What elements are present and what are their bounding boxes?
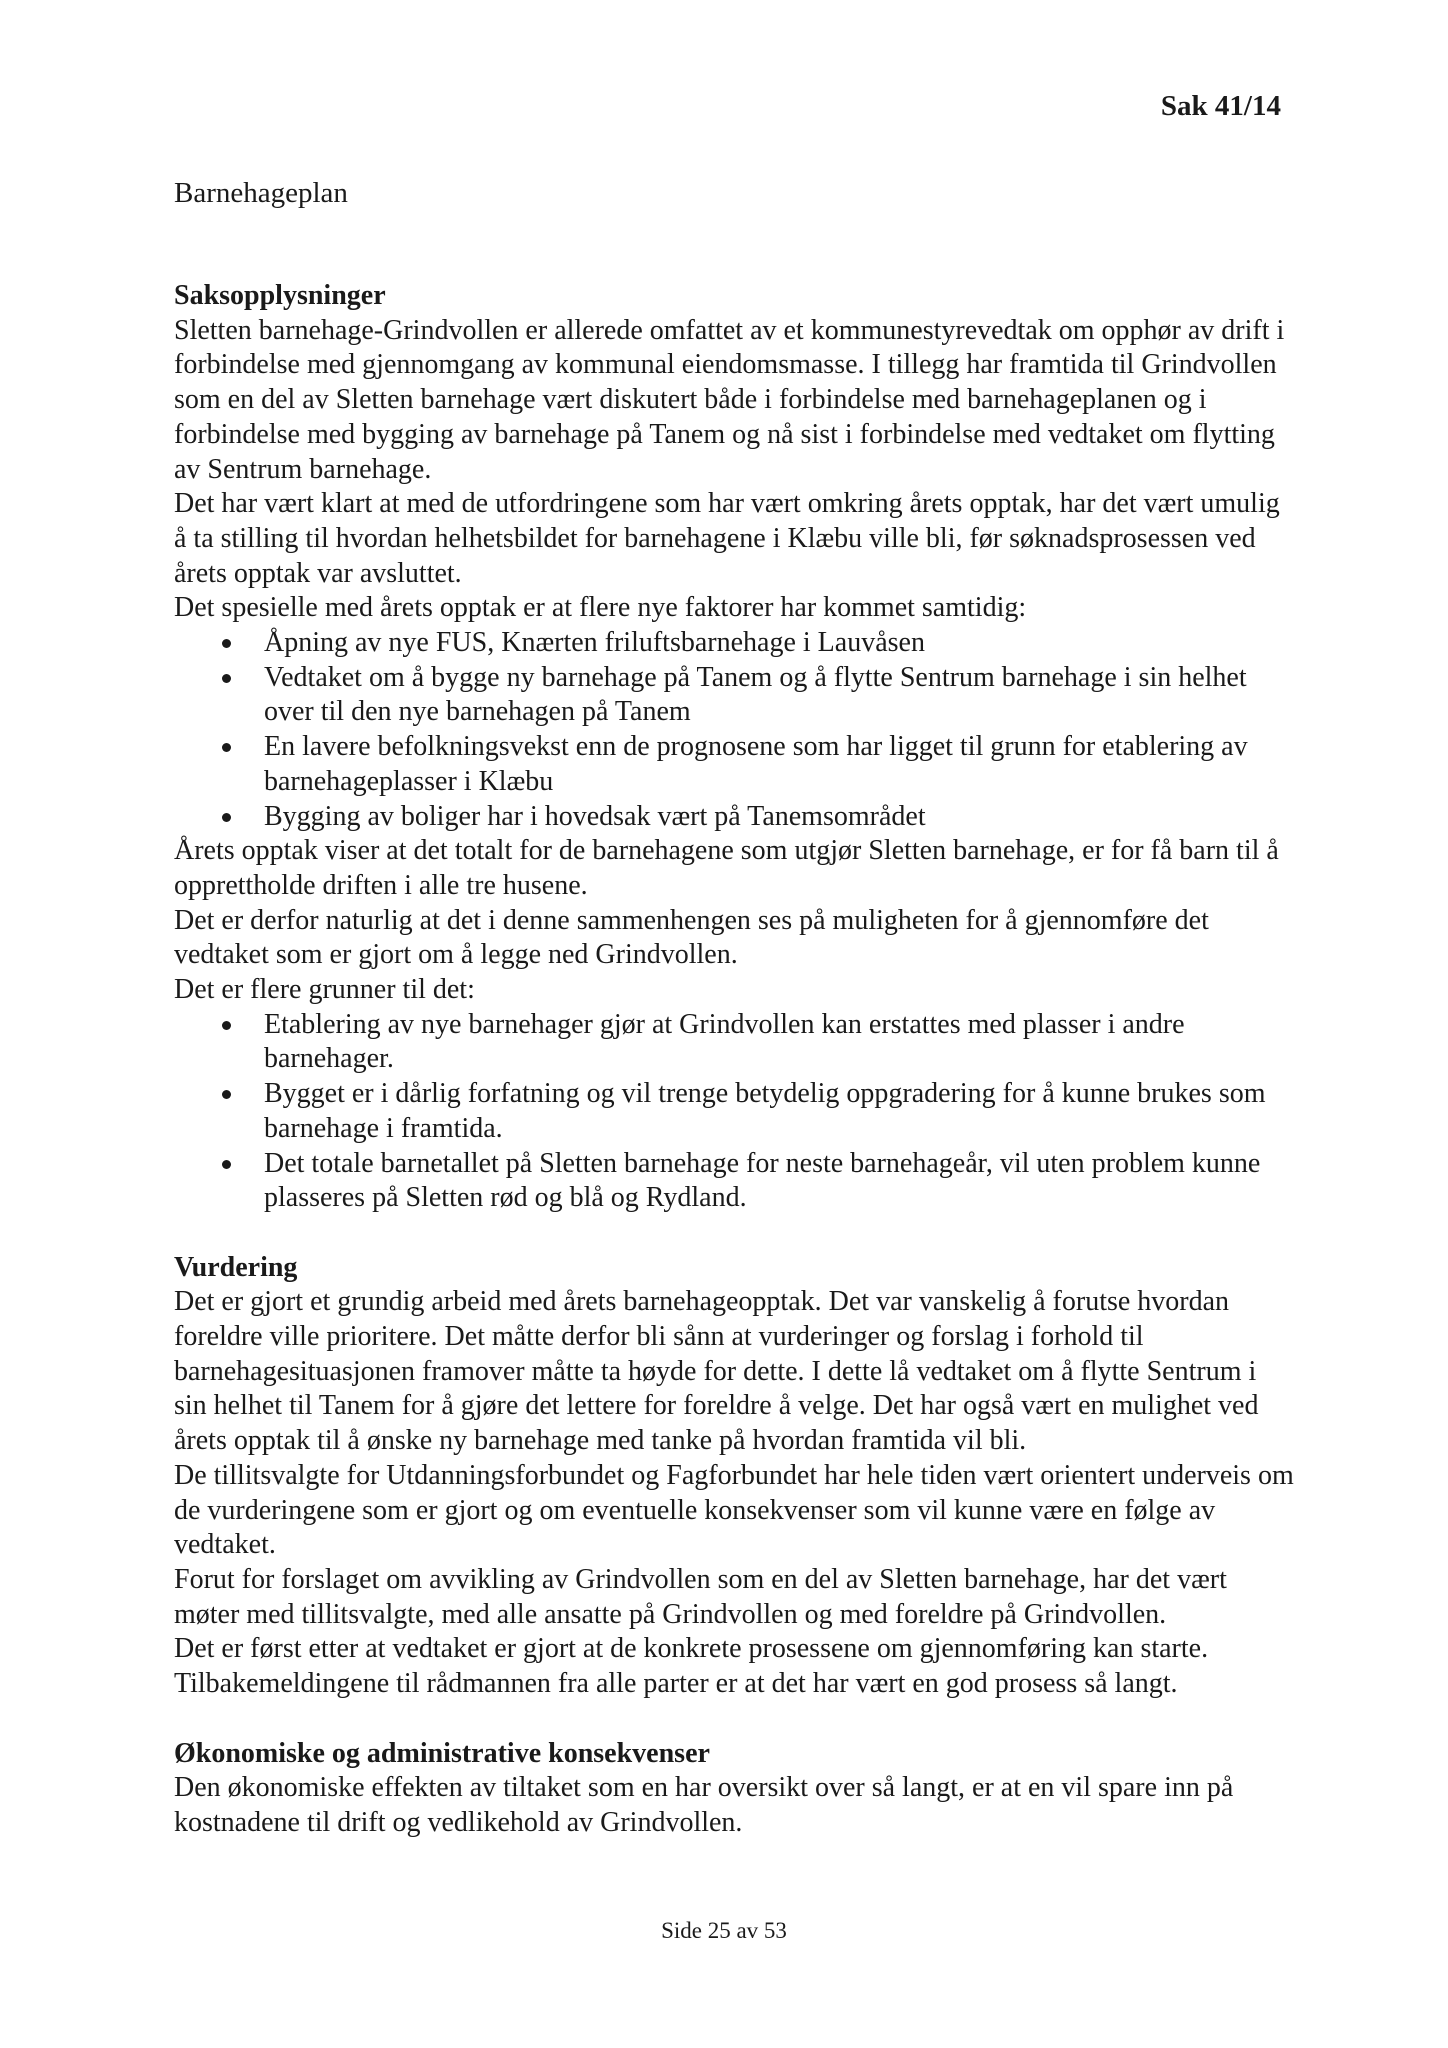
paragraph: Den økonomiske effekten av tiltaket som en har oversikt over så langt, er at en vil spare inn på kostnadene til drift og vedlikehold av Grindvollen.	[174, 1772, 1234, 1838]
paragraph: Det spesielle med årets opptak er at flere nye faktorer har kommet samtidig:	[174, 592, 1027, 624]
page-number: Side 25 av 53	[661, 1918, 787, 1943]
section-spacer	[174, 1702, 1294, 1737]
list-item	[174, 661, 1294, 730]
bullet-icon	[222, 1160, 231, 1169]
list-item-text: Bygging av boliger har i hovedsak vært på Tanemsområdet	[264, 800, 926, 832]
bullet-icon	[222, 639, 231, 648]
paragraph: Tilbakemeldingene til rådmannen fra alle parter er at det har vært en god prosess så langt.	[174, 1668, 1178, 1700]
bullet-icon	[222, 1090, 231, 1099]
section-saksopplysninger	[174, 279, 1294, 1216]
paragraph: Det er flere grunner til det:	[174, 974, 475, 1006]
paragraph: De tillitsvalgte for Utdanningsforbundet og Fagforbundet har hele tiden vært orientert underveis om de vurderingene som er gjort og om eventuelle konsekvenser som vil kunne være en følge av vedtaket.	[174, 1459, 1294, 1561]
document-body	[174, 279, 1294, 1841]
paragraph: Det er derfor naturlig at det i denne sammenhengen ses på muligheten for å gjennomføre det vedtaket som er gjort om å legge ned Grindvollen.	[174, 904, 1209, 971]
section-okonomi	[174, 1737, 1294, 1841]
paragraph: Årets opptak viser at det totalt for de barnehagene som utgjør Sletten barnehage, er for få barn til å opprettholde driften i alle tre husene.	[174, 835, 1279, 901]
list-item	[174, 626, 1294, 661]
case-number: Sak 41/14	[1160, 90, 1281, 122]
bullet-list	[174, 1008, 1294, 1216]
list-item	[174, 1147, 1294, 1216]
list-item-text: Bygget er i dårlig forfatning og vil trenge betydelig oppgradering for å kunne brukes som barnehage i framtida.	[264, 1078, 1266, 1144]
list-item-text: Åpning av nye FUS, Knærten friluftsbarnehage i Lauvåsen	[264, 627, 925, 659]
list-item-text: Etablering av nye barnehager gjør at Grindvollen kan erstattes med plasser i andre barnehager.	[264, 1008, 1185, 1075]
section-heading: Vurdering	[174, 1251, 298, 1283]
list-item-text: Det totale barnetallet på Sletten barnehage for neste barnehageår, vil uten problem kunne plasseres på Sletten rød og blå og Rydland.	[264, 1147, 1261, 1214]
paragraph: Sletten barnehage-Grindvollen er allerede omfattet av et kommunestyrevedtak om opphør av drift i forbindelse med gjennomgang av kommunal eiendomsmasse. I tillegg har framtida til Grindvollen som en del av Sletten barnehage vært diskutert både i forbindelse med barnehageplanen og i forbindelse med bygging av barnehage på Tanem og nå sist i forbindelse med vedtaket om flytting av Sentrum barnehage.	[174, 314, 1285, 485]
paragraph: Forut for forslaget om avvikling av Grindvollen som en del av Sletten barnehage, har det vært møter med tillitsvalgte, med alle ansatte på Grindvollen og med foreldre på Grindvollen.	[174, 1564, 1227, 1630]
document-title: Barnehageplan	[174, 177, 348, 209]
paragraph: Det er først etter at vedtaket er gjort at de konkrete prosessene om gjennomføring kan starte.	[174, 1633, 1209, 1665]
section-heading: Saksopplysninger	[174, 280, 386, 311]
section-heading: Økonomiske og administrative konsekvenser	[174, 1737, 710, 1769]
section-spacer	[174, 1216, 1294, 1251]
paragraph: Det er gjort et grundig arbeid med årets barnehageopptak. Det var vanskelig å forutse hvordan foreldre ville prioritere. Det måtte derfor bli sånn at vurderinger og forslag i forhold til barnehagesituasjonen framover måtte ta høyde for dette. I dette lå vedtaket om å flytte Sentrum i sin helhet til Tanem for å gjøre det lettere for foreldre å velge. Det har også vært en mulighet ved årets opptak til å ønske ny barnehage med tanke på hvordan framtida vil bli.	[174, 1286, 1259, 1457]
list-item	[174, 730, 1294, 799]
bullet-icon	[222, 813, 231, 822]
list-item-text: En lavere befolkningsvekst enn de prognosene som har ligget til grunn for etablering av barnehageplasser i Klæbu	[264, 731, 1248, 797]
paragraph: Det har vært klart at med de utfordringene som har vært omkring årets opptak, har det vært umulig å ta stilling til hvordan helhetsbildet for barnehagene i Klæbu ville bli, før søknadsprosessen ved årets opptak var avsluttet.	[174, 488, 1280, 589]
bullet-list	[174, 626, 1294, 834]
list-item	[174, 1008, 1294, 1077]
bullet-icon	[222, 674, 231, 683]
list-item-text: Vedtaket om å bygge ny barnehage på Tanem og å flytte Sentrum barnehage i sin helhet over til den nye barnehagen på Tanem	[264, 661, 1247, 728]
bullet-icon	[222, 743, 231, 752]
list-item	[174, 800, 1294, 835]
bullet-icon	[222, 1021, 231, 1030]
section-vurdering	[174, 1251, 1294, 1702]
list-item	[174, 1077, 1294, 1146]
